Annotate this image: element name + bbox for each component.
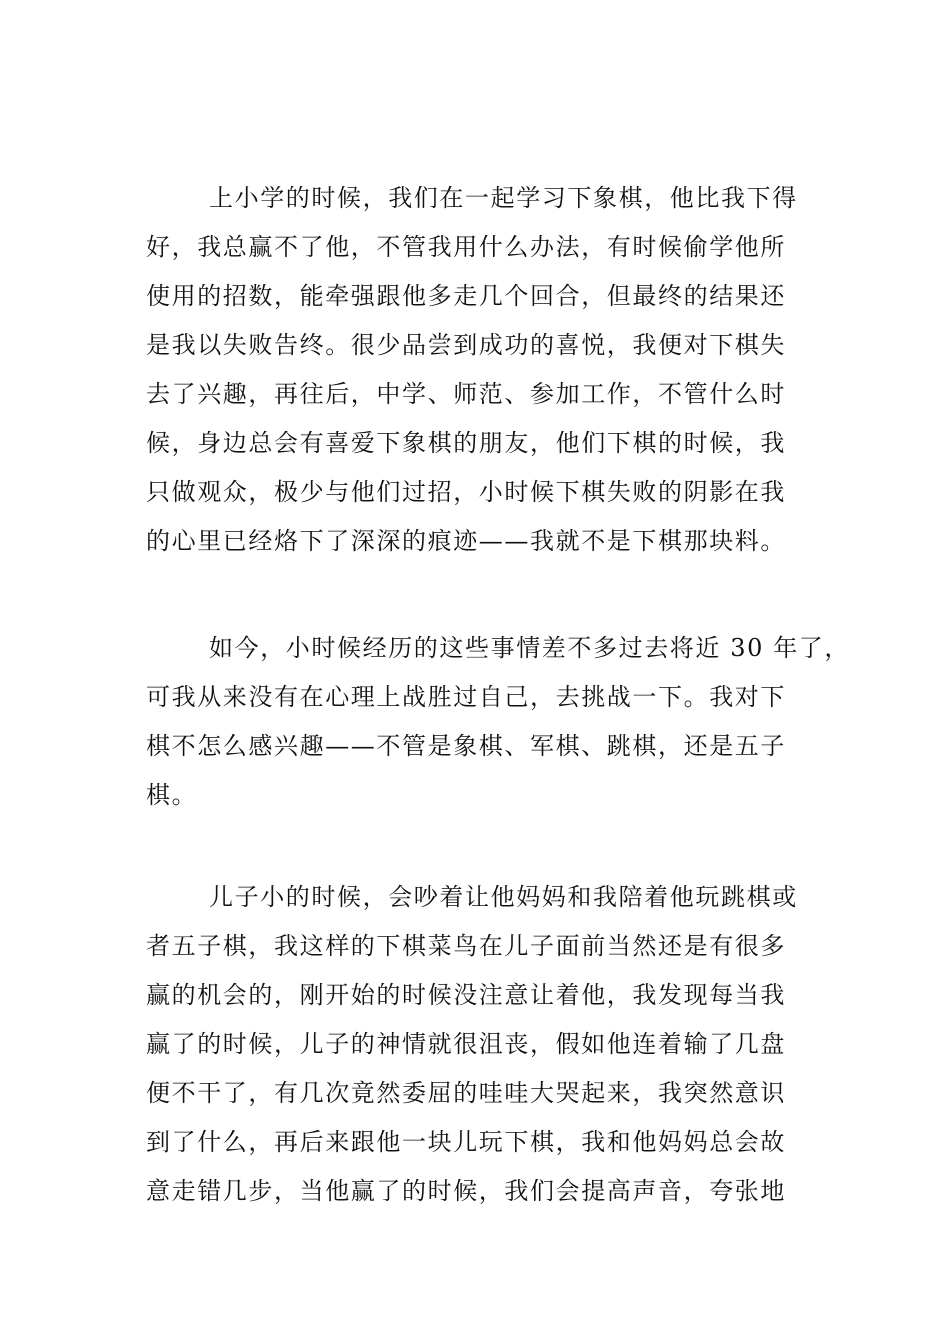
- paragraph-2: [146, 624, 850, 820]
- paragraph-line: 儿子小的时候，会吵着让他妈妈和我陪着他玩跳棋或: [209, 883, 798, 911]
- paragraph-line: 到了什么，再后来跟他一块儿玩下棋，我和他妈妈总会故: [146, 1128, 786, 1156]
- paragraph-line: 候，身边总会有喜爱下象棋的朋友，他们下棋的时候，我: [146, 429, 786, 457]
- paragraph-line: 者五子棋，我这样的下棋菜鸟在儿子面前当然还是有很多: [146, 932, 786, 960]
- paragraph-line: 只做观众，极少与他们过招，小时候下棋失败的阴影在我: [146, 478, 786, 506]
- paragraph-line: 棋。: [146, 781, 198, 809]
- paragraph-line: 上小学的时候，我们在一起学习下象棋，他比我下得: [209, 184, 798, 212]
- paragraph-line: 是我以失败告终。很少品尝到成功的喜悦，我便对下棋失: [146, 331, 786, 359]
- paragraph-line: 赢的机会的，刚开始的时候没注意让着他，我发现每当我: [146, 981, 786, 1009]
- paragraph-line: 棋不怎么感兴趣——不管是象棋、军棋、跳棋，还是五子: [146, 732, 786, 760]
- paragraph-1: [146, 174, 816, 566]
- paragraph-line: 使用的招数，能牵强跟他多走几个回合，但最终的结果还: [146, 282, 786, 310]
- paragraph-line: 好，我总赢不了他，不管我用什么办法，有时候偷学他所: [146, 233, 786, 261]
- paragraph-line: 意走错几步，当他赢了的时候，我们会提高声音，夸张地: [146, 1177, 786, 1205]
- paragraph-line: 赢了的时候，儿子的神情就很沮丧，假如他连着输了几盘: [146, 1030, 786, 1058]
- paragraph-3: [146, 873, 816, 1216]
- paragraph-line: 如今，小时候经历的这些事情差不多过去将近 30 年了，: [209, 634, 850, 662]
- paragraph-line: 便不干了，有几次竟然委屈的哇哇大哭起来，我突然意识: [146, 1079, 786, 1107]
- paragraph-line: 的心里已经烙下了深深的痕迹——我就不是下棋那块料。: [146, 527, 786, 555]
- paragraph-line: 可我从来没有在心理上战胜过自己，去挑战一下。我对下: [146, 683, 786, 711]
- paragraph-line: 去了兴趣，再往后，中学、师范、参加工作，不管什么时: [146, 380, 786, 408]
